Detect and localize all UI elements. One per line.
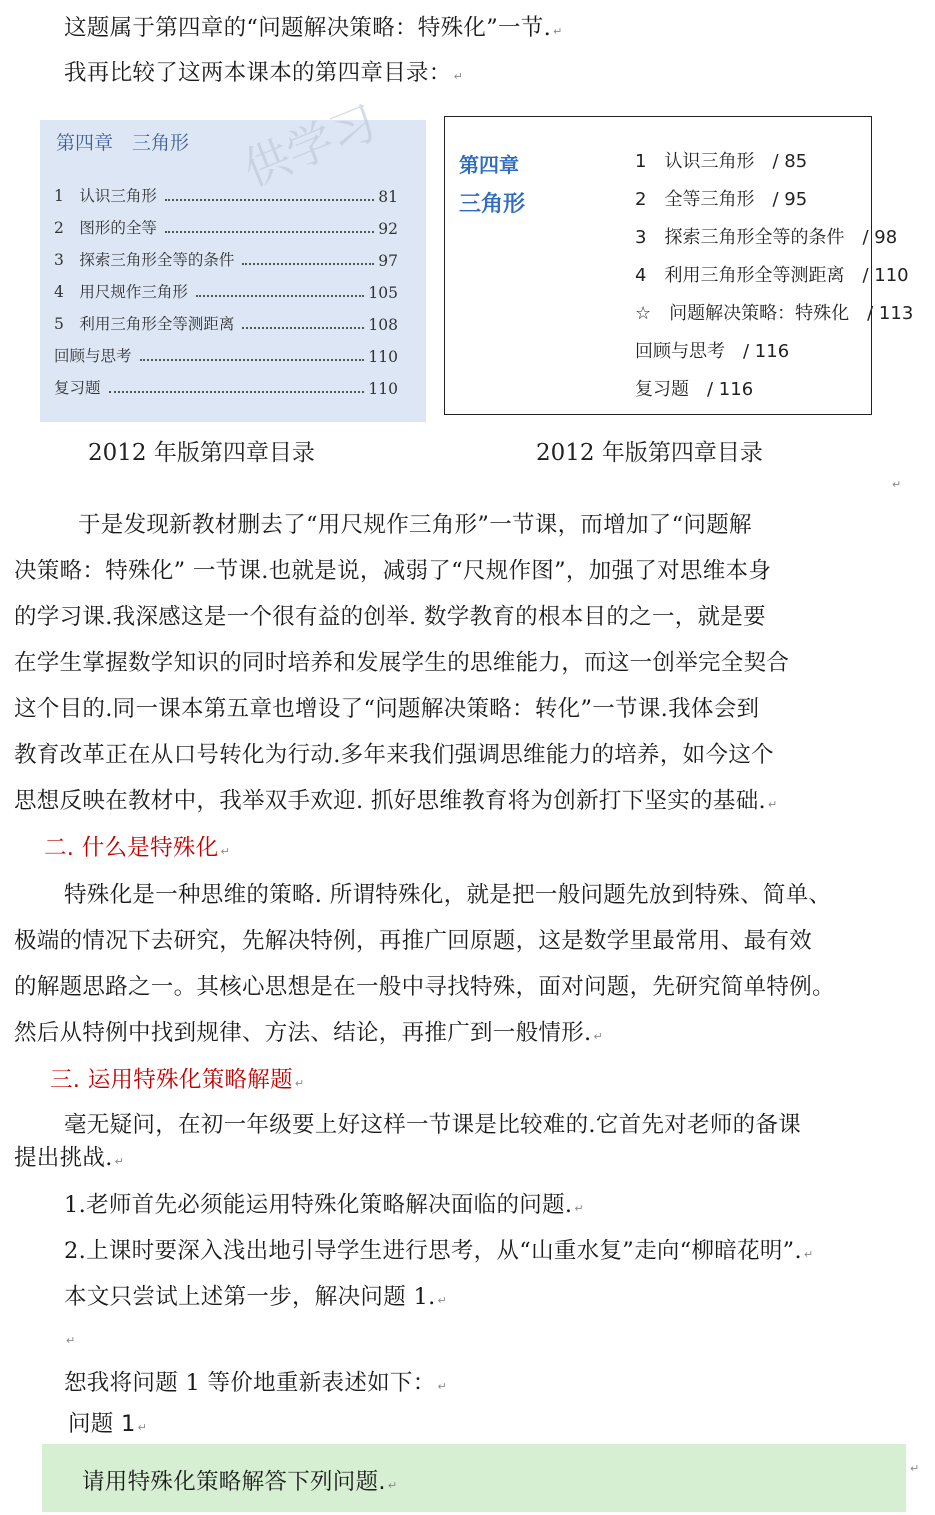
para4: 本文只尝试上述第一步，解决问题 1. ↵ <box>64 1284 448 1310</box>
toc-left-entry: 5 利用三角形全等测距离 108 <box>54 315 398 334</box>
section-heading-3: 三. 运用特殊化策略解题 ↵ <box>50 1067 305 1093</box>
intro-line-1: 这题属于第四章的“问题解决策略：特殊化”一节. ↵ <box>64 15 563 41</box>
paragraph-mark-icon: ↵ <box>437 1380 448 1393</box>
toc-right-entry: 复习题 / 116 <box>635 379 754 400</box>
paragraph-mark-icon: ↵ <box>220 845 231 858</box>
toc-right-entry: 1 认识三角形 / 85 <box>635 151 808 172</box>
paragraph-mark-icon: ↵ <box>892 478 902 491</box>
problem-box-text: 请用特殊化策略解答下列问题. ↵ <box>82 1469 398 1495</box>
paragraph-mark-icon: ↵ <box>387 1479 398 1492</box>
paragraph-mark-icon: ↵ <box>66 1334 76 1347</box>
toc-right-entry: ☆ 问题解决策略：特殊化 / 113 <box>635 303 914 324</box>
para1-line: 决策略：特殊化” 一节课.也就是说，减弱了“尺规作图”，加强了对思维本身 <box>14 558 772 584</box>
paragraph-mark-icon: ↵ <box>437 1294 448 1307</box>
toc-left-chapter-title: 第四章 三角形 <box>56 132 190 154</box>
para2-line: 然后从特例中找到规律、方法、结论，再推广到一般情形. ↵ <box>14 1020 603 1046</box>
toc-left-entry: 回顾与思考 110 <box>54 347 398 366</box>
paragraph-mark-icon: ↵ <box>803 1248 814 1261</box>
section-heading-2: 二. 什么是特殊化 ↵ <box>44 835 231 861</box>
toc-right-entry: 3 探索三角形全等的条件 / 98 <box>635 227 898 248</box>
toc-left-entry: 1 认识三角形 81 <box>54 187 398 206</box>
paragraph-mark-icon: ↵ <box>767 798 778 811</box>
toc-left-caption: 2012 年版第四章目录 <box>88 440 315 466</box>
para1-line: 于是发现新教材删去了“用尺规作三角形”一节课，而增加了“问题解 <box>78 512 752 538</box>
intro-line-2: 我再比较了这两本课本的第四章目录： ↵ <box>64 60 464 86</box>
toc-right-entry: 4 利用三角形全等测距离 / 110 <box>635 265 909 286</box>
toc-left-image <box>40 94 426 422</box>
list-item: 1.老师首先必须能运用特殊化策略解决面临的问题. ↵ <box>64 1192 584 1218</box>
problem-label: 问题 1 ↵ <box>68 1411 148 1437</box>
watermark-text: 供学习 <box>236 94 385 197</box>
paragraph-mark-icon: ↵ <box>114 1155 125 1168</box>
paragraph-mark-icon: ↵ <box>294 1077 305 1090</box>
toc-right-chapter-name: 三角形 <box>459 192 526 217</box>
para1-line: 在学生掌握数学知识的同时培养和发展学生的思维能力，而这一创举完全契合 <box>14 650 790 676</box>
para2-line: 极端的情况下去研究，先解决特例，再推广回原题，这是数学里最常用、最有效 <box>14 928 813 954</box>
paragraph-mark-icon: ↵ <box>553 25 563 38</box>
toc-right-entry: 2 全等三角形 / 95 <box>635 189 808 210</box>
para1-line: 思想反映在教材中，我举双手欢迎. 抓好思维教育将为创新打下坚实的基础. ↵ <box>14 788 778 814</box>
para1-line: 教育改革正在从口号转化为行动.多年来我们强调思维能力的培养，如今这个 <box>14 742 774 768</box>
toc-right-chapter-label: 第四章 <box>459 153 519 177</box>
toc-left-entry: 3 探索三角形全等的条件 97 <box>54 251 398 270</box>
paragraph-mark-icon: ↵ <box>574 1202 584 1215</box>
toc-left-entry: 复习题 110 <box>54 379 398 398</box>
paragraph-mark-icon: ↵ <box>593 1030 603 1043</box>
para2-line: 特殊化是一种思维的策略. 所谓特殊化，就是把一般问题先放到特殊、简单、 <box>64 882 832 908</box>
problem-box <box>42 1444 906 1512</box>
toc-right-entry: 回顾与思考 / 116 <box>635 341 790 362</box>
toc-right-image <box>444 116 914 415</box>
para5: 恕我将问题 1 等价地重新表述如下： ↵ <box>64 1370 448 1396</box>
toc-left-entry: 2 图形的全等 92 <box>54 219 398 238</box>
list-item: 2.上课时要深入浅出地引导学生进行思考，从“山重水复”走向“柳暗花明”. ↵ <box>64 1238 814 1264</box>
paragraph-mark-icon: ↵ <box>453 70 464 83</box>
paragraph-mark-icon: ↵ <box>137 1421 148 1434</box>
para2-line: 的解题思路之一。其核心思想是在一般中寻找特殊，面对问题，先研究简单特例。 <box>14 974 835 1000</box>
para1-line: 这个目的.同一课本第五章也增设了“问题解决策略：转化”一节课.我体会到 <box>14 696 760 722</box>
para3-line: 提出挑战. ↵ <box>14 1145 125 1171</box>
paragraph-mark-icon: ↵ <box>910 1462 920 1475</box>
para3-line: 毫无疑问，在初一年级要上好这样一节课是比较难的.它首先对老师的备课 <box>64 1112 802 1138</box>
para1-line: 的学习课.我深感这是一个很有益的创举. 数学教育的根本目的之一，就是要 <box>14 604 766 630</box>
toc-right-caption: 2012 年版第四章目录 <box>536 440 763 466</box>
toc-left-entry: 4 用尺规作三角形 105 <box>54 283 398 302</box>
